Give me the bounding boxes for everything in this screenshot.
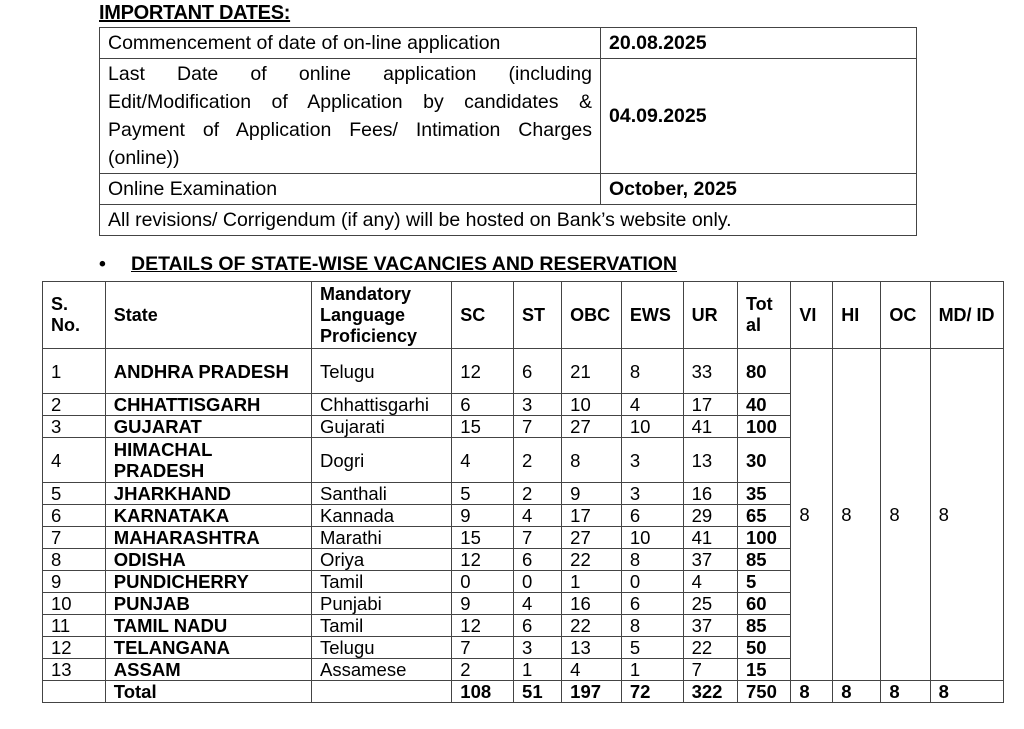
cell-ur: 41 — [683, 416, 737, 438]
cell-sno: 9 — [43, 571, 106, 593]
header-ur: UR — [683, 282, 737, 349]
cell-sno: 13 — [43, 659, 106, 681]
cell-sno: 2 — [43, 394, 106, 416]
cell-language: Assamese — [312, 659, 452, 681]
cell-total: 85 — [738, 615, 791, 637]
table-row — [43, 349, 1004, 394]
header-sno: S. No. — [43, 282, 106, 349]
dates-note-row — [100, 205, 917, 236]
cell-st: 2 — [514, 438, 562, 483]
header-mdid: MD/ ID — [930, 282, 1003, 349]
cell-obc: 4 — [562, 659, 622, 681]
cell-st: 3 — [514, 394, 562, 416]
cell-state: PUNDICHERRY — [105, 571, 311, 593]
cell-ur: 17 — [683, 394, 737, 416]
total-ur: 322 — [683, 681, 737, 703]
cell-language: Marathi — [312, 527, 452, 549]
cell-ews: 10 — [621, 416, 683, 438]
cell-sc: 6 — [452, 394, 514, 416]
cell-obc: 8 — [562, 438, 622, 483]
cell-st: 2 — [514, 483, 562, 505]
cell-sno: 4 — [43, 438, 106, 483]
cell-ur: 29 — [683, 505, 737, 527]
cell-sno: 7 — [43, 527, 106, 549]
cell-ur: 13 — [683, 438, 737, 483]
cell-ur: 22 — [683, 637, 737, 659]
cell-ews: 3 — [621, 438, 683, 483]
cell-total: 65 — [738, 505, 791, 527]
cell-sno: 3 — [43, 416, 106, 438]
dates-value: 04.09.2025 — [601, 59, 917, 174]
cell-ur: 33 — [683, 349, 737, 394]
cell-sc: 12 — [452, 615, 514, 637]
cell-language: Tamil — [312, 571, 452, 593]
important-dates-table — [99, 27, 917, 236]
total-sc: 108 — [452, 681, 514, 703]
vacancies-heading-text: DETAILS OF STATE-WISE VACANCIES AND RESERVATION — [131, 253, 678, 275]
cell-state: KARNATAKA — [105, 505, 311, 527]
cell-sc: 7 — [452, 637, 514, 659]
header-sc: SC — [452, 282, 514, 349]
cell-st: 4 — [514, 593, 562, 615]
cell-obc: 21 — [562, 349, 622, 394]
total-row — [43, 681, 1004, 703]
cell-obc: 17 — [562, 505, 622, 527]
cell-language: Tamil — [312, 615, 452, 637]
cell-obc: 9 — [562, 483, 622, 505]
cell-st: 7 — [514, 527, 562, 549]
cell-ur: 16 — [683, 483, 737, 505]
cell-language: Oriya — [312, 549, 452, 571]
cell-st: 1 — [514, 659, 562, 681]
cell-ews: 6 — [621, 505, 683, 527]
cell-ews: 3 — [621, 483, 683, 505]
cell-total: 60 — [738, 593, 791, 615]
header-language: Mandatory Language Proficiency — [312, 282, 452, 349]
cell-sc: 5 — [452, 483, 514, 505]
cell-state: ASSAM — [105, 659, 311, 681]
cell-ur: 41 — [683, 527, 737, 549]
cell-ur: 37 — [683, 549, 737, 571]
cell-ews: 6 — [621, 593, 683, 615]
cell-language: Telugu — [312, 637, 452, 659]
cell-st: 6 — [514, 349, 562, 394]
total-ews: 72 — [621, 681, 683, 703]
cell-ews: 4 — [621, 394, 683, 416]
dates-row — [100, 59, 917, 174]
cell-state: GUJARAT — [105, 416, 311, 438]
cell-total: 85 — [738, 549, 791, 571]
cell-language: Santhali — [312, 483, 452, 505]
total-hi: 8 — [833, 681, 881, 703]
cell-language: Dogri — [312, 438, 452, 483]
cell-language: Telugu — [312, 349, 452, 394]
cell-state: MAHARASHTRA — [105, 527, 311, 549]
header-vi: VI — [791, 282, 833, 349]
cell-state: TAMIL NADU — [105, 615, 311, 637]
cell-ur: 4 — [683, 571, 737, 593]
vacancies-header-row — [43, 282, 1004, 349]
cell-sno: 8 — [43, 549, 106, 571]
cell-sc: 9 — [452, 593, 514, 615]
cell-sc: 2 — [452, 659, 514, 681]
dates-label: Commencement of date of on-line application — [100, 28, 601, 59]
cell-ews: 5 — [621, 637, 683, 659]
header-total: Tot al — [738, 282, 791, 349]
cell-obc: 13 — [562, 637, 622, 659]
cell-total: 50 — [738, 637, 791, 659]
merged-cell-mdid: 8 — [930, 349, 1003, 681]
cell-obc: 22 — [562, 615, 622, 637]
cell-obc: 1 — [562, 571, 622, 593]
cell-total: 35 — [738, 483, 791, 505]
total-vi: 8 — [791, 681, 833, 703]
cell-st: 4 — [514, 505, 562, 527]
cell-sno: 1 — [43, 349, 106, 394]
total-st: 51 — [514, 681, 562, 703]
cell-total: 30 — [738, 438, 791, 483]
cell-ews: 0 — [621, 571, 683, 593]
merged-cell-oc: 8 — [881, 349, 930, 681]
cell-state: PUNJAB — [105, 593, 311, 615]
cell-st: 6 — [514, 615, 562, 637]
total-mdid: 8 — [930, 681, 1003, 703]
cell-ur: 37 — [683, 615, 737, 637]
dates-row — [100, 174, 917, 205]
cell-sno: 11 — [43, 615, 106, 637]
cell-ur: 7 — [683, 659, 737, 681]
cell-obc: 16 — [562, 593, 622, 615]
merged-cell-vi: 8 — [791, 349, 833, 681]
cell-state: CHHATTISGARH — [105, 394, 311, 416]
cell-obc: 10 — [562, 394, 622, 416]
cell-total: 15 — [738, 659, 791, 681]
cell-obc: 27 — [562, 416, 622, 438]
vacancies-heading — [99, 253, 677, 276]
total-label: Total — [105, 681, 311, 703]
cell-sc: 4 — [452, 438, 514, 483]
cell-ews: 10 — [621, 527, 683, 549]
header-state: State — [105, 282, 311, 349]
cell-sc: 9 — [452, 505, 514, 527]
cell-language: Punjabi — [312, 593, 452, 615]
cell-language: Gujarati — [312, 416, 452, 438]
dates-value: October, 2025 — [601, 174, 917, 205]
merged-cell-hi: 8 — [833, 349, 881, 681]
cell-state: TELANGANA — [105, 637, 311, 659]
cell-total: 40 — [738, 394, 791, 416]
cell-sc: 12 — [452, 549, 514, 571]
total-oc: 8 — [881, 681, 930, 703]
cell-sno-blank — [43, 681, 106, 703]
cell-total: 100 — [738, 416, 791, 438]
dates-label: Online Examination — [100, 174, 601, 205]
dates-note: All revisions/ Corrigendum (if any) will be hosted on Bank’s website only. — [100, 205, 917, 236]
cell-language-blank — [312, 681, 452, 703]
total-obc: 197 — [562, 681, 622, 703]
cell-sno: 10 — [43, 593, 106, 615]
dates-value: 20.08.2025 — [601, 28, 917, 59]
cell-state: JHARKHAND — [105, 483, 311, 505]
cell-sno: 6 — [43, 505, 106, 527]
cell-st: 7 — [514, 416, 562, 438]
cell-state: HIMACHAL PRADESH — [105, 438, 311, 483]
cell-language: Chhattisgarhi — [312, 394, 452, 416]
cell-state: ANDHRA PRADESH — [105, 349, 311, 394]
cell-obc: 27 — [562, 527, 622, 549]
header-oc: OC — [881, 282, 930, 349]
cell-state: ODISHA — [105, 549, 311, 571]
cell-sc: 15 — [452, 416, 514, 438]
cell-language: Kannada — [312, 505, 452, 527]
header-hi: HI — [833, 282, 881, 349]
cell-sc: 12 — [452, 349, 514, 394]
cell-st: 6 — [514, 549, 562, 571]
cell-st: 3 — [514, 637, 562, 659]
cell-sc: 0 — [452, 571, 514, 593]
dates-label: Last Date of online application (including Edit/Modification of Application by candidates & Payment of Application Fees/ Intimation Charges (online)) — [100, 59, 601, 174]
bullet-icon: • — [99, 253, 106, 275]
cell-ews: 8 — [621, 349, 683, 394]
cell-ews: 8 — [621, 549, 683, 571]
cell-total: 5 — [738, 571, 791, 593]
cell-sno: 12 — [43, 637, 106, 659]
cell-obc: 22 — [562, 549, 622, 571]
dates-row — [100, 28, 917, 59]
cell-ews: 8 — [621, 615, 683, 637]
total-total: 750 — [738, 681, 791, 703]
cell-total: 80 — [738, 349, 791, 394]
header-ews: EWS — [621, 282, 683, 349]
important-dates-heading: IMPORTANT DATES: — [99, 2, 291, 24]
cell-total: 100 — [738, 527, 791, 549]
cell-sc: 15 — [452, 527, 514, 549]
cell-ews: 1 — [621, 659, 683, 681]
header-obc: OBC — [562, 282, 622, 349]
header-st: ST — [514, 282, 562, 349]
cell-ur: 25 — [683, 593, 737, 615]
vacancies-table — [42, 281, 1004, 703]
cell-st: 0 — [514, 571, 562, 593]
cell-sno: 5 — [43, 483, 106, 505]
